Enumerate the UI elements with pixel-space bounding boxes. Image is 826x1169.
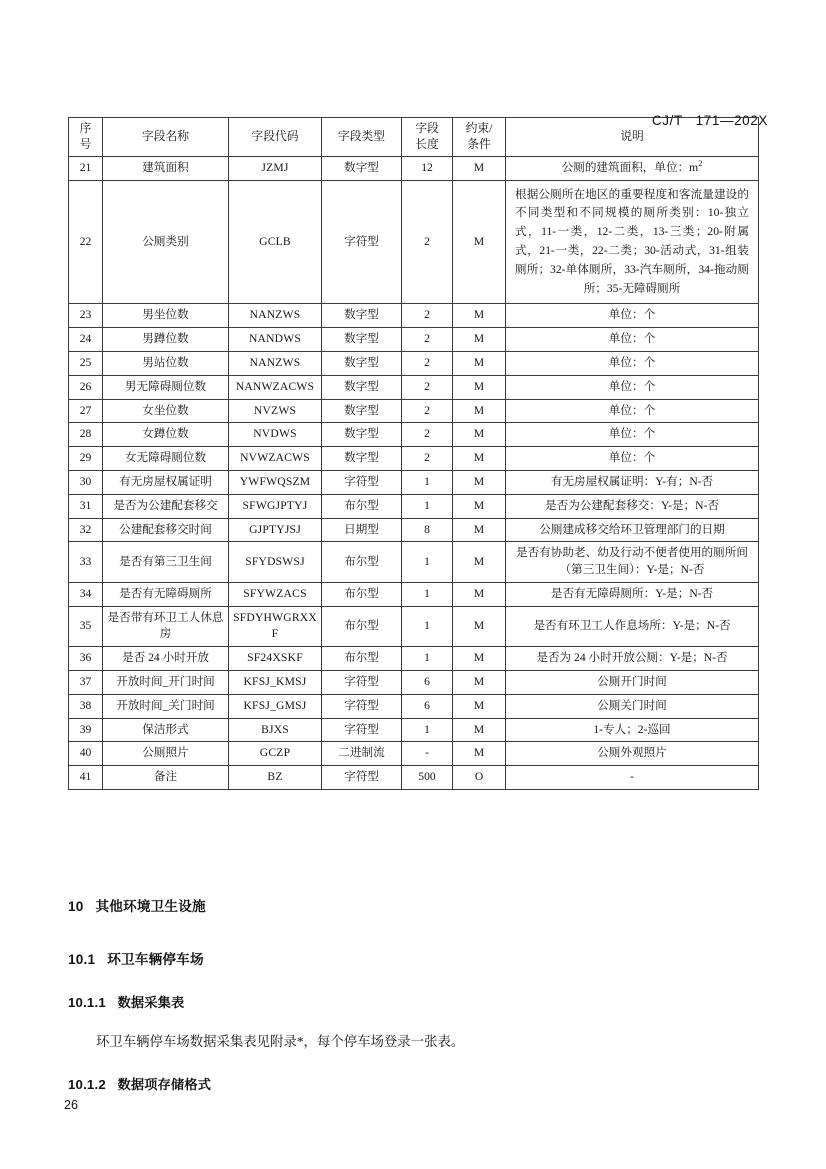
cell-field-name: 公厕类别 <box>103 180 229 304</box>
cell-field-type: 字符型 <box>322 766 402 790</box>
cell-description: - <box>506 766 759 790</box>
table-row <box>69 766 759 790</box>
cell-field-type: 字符型 <box>322 470 402 494</box>
cell-field-code: GCZP <box>229 742 322 766</box>
cell-constraint: M <box>453 606 506 647</box>
table-row <box>69 494 759 518</box>
cell-field-name: 女蹲位数 <box>103 423 229 447</box>
cell-field-length: 2 <box>402 447 453 471</box>
cell-seq: 23 <box>69 304 103 328</box>
cell-seq: 37 <box>69 671 103 695</box>
table-row <box>69 304 759 328</box>
cell-seq: 40 <box>69 742 103 766</box>
cell-field-length: 8 <box>402 518 453 542</box>
cell-seq: 32 <box>69 518 103 542</box>
cell-field-length: 2 <box>402 180 453 304</box>
table-row <box>69 470 759 494</box>
cell-seq: 28 <box>69 423 103 447</box>
cell-seq: 30 <box>69 470 103 494</box>
table-row <box>69 542 759 583</box>
cell-seq: 26 <box>69 375 103 399</box>
cell-constraint: M <box>453 671 506 695</box>
cell-seq: 29 <box>69 447 103 471</box>
cell-description: 是否为公建配套移交：Y-是；N-否 <box>506 494 759 518</box>
column-header-field-type: 字段类型 <box>322 118 402 157</box>
cell-field-length: 6 <box>402 671 453 695</box>
cell-field-name: 男蹲位数 <box>103 328 229 352</box>
cell-constraint: M <box>453 518 506 542</box>
table-row <box>69 351 759 375</box>
cell-description: 是否有环卫工人作息场所：Y-是；N-否 <box>506 606 759 647</box>
cell-seq: 33 <box>69 542 103 583</box>
cell-field-name: 是否带有环卫工人休息房 <box>103 606 229 647</box>
cell-seq: 31 <box>69 494 103 518</box>
cell-field-name: 男站位数 <box>103 351 229 375</box>
cell-description: 是否有无障碍厕所：Y-是；N-否 <box>506 582 759 606</box>
cell-seq: 34 <box>69 582 103 606</box>
cell-field-length: 1 <box>402 470 453 494</box>
superscript-unit-exponent: 2 <box>698 158 703 168</box>
cell-seq: 41 <box>69 766 103 790</box>
table-row <box>69 328 759 352</box>
data-item-storage-table <box>68 117 759 790</box>
cell-seq: 25 <box>69 351 103 375</box>
cell-description: 单位：个 <box>506 328 759 352</box>
table-row <box>69 694 759 718</box>
cell-field-type: 布尔型 <box>322 494 402 518</box>
table-row <box>69 582 759 606</box>
cell-field-length: 1 <box>402 647 453 671</box>
cell-seq: 24 <box>69 328 103 352</box>
cell-field-code: SFYDSWSJ <box>229 542 322 583</box>
cell-field-type: 数字型 <box>322 328 402 352</box>
cell-field-length: 2 <box>402 328 453 352</box>
cell-field-type: 布尔型 <box>322 582 402 606</box>
table-row <box>69 399 759 423</box>
standard-reference: CJ/T 171—202X <box>651 113 768 128</box>
cell-constraint: M <box>453 156 506 180</box>
cell-seq: 21 <box>69 156 103 180</box>
cell-field-code: NVWZACWS <box>229 447 322 471</box>
cell-description: 单位：个 <box>506 423 759 447</box>
cell-field-name: 女无障碍厕位数 <box>103 447 229 471</box>
column-header-length-line1: 字段 <box>415 121 439 135</box>
clause-10-1-1-paragraph: 环卫车辆停车场数据采集表见附录*，每个停车场登录一张表。 <box>96 1034 465 1049</box>
table-header-row <box>69 118 759 157</box>
table-row <box>69 671 759 695</box>
table-row <box>69 375 759 399</box>
cell-seq: 39 <box>69 718 103 742</box>
cell-seq: 27 <box>69 399 103 423</box>
cell-description: 公厕建成移交给环卫管理部门的日期 <box>506 518 759 542</box>
cell-field-code: BZ <box>229 766 322 790</box>
cell-constraint: M <box>453 304 506 328</box>
cell-field-type: 字符型 <box>322 694 402 718</box>
clause-10-1-1-heading: 10.1.1 数据采集表 <box>68 995 185 1010</box>
cell-field-type: 字符型 <box>322 180 402 304</box>
cell-field-type: 字符型 <box>322 671 402 695</box>
cell-seq: 38 <box>69 694 103 718</box>
cell-field-code: SFYWZACS <box>229 582 322 606</box>
cell-field-name: 开放时间_关门时间 <box>103 694 229 718</box>
cell-field-code: KFSJ_KMSJ <box>229 671 322 695</box>
clause-10-1-heading: 10.1 环卫车辆停车场 <box>68 952 204 967</box>
cell-field-code: KFSJ_GMSJ <box>229 694 322 718</box>
clause-10-1-2-heading: 10.1.2 数据项存储格式 <box>68 1077 212 1093</box>
cell-field-length: 12 <box>402 156 453 180</box>
column-header-description: 说明 <box>506 118 759 157</box>
table-row <box>69 742 759 766</box>
cell-field-name: 开放时间_开门时间 <box>103 671 229 695</box>
cell-field-length: 2 <box>402 399 453 423</box>
cell-constraint: O <box>453 766 506 790</box>
table-row <box>69 447 759 471</box>
cell-field-length: 1 <box>402 494 453 518</box>
column-header-seq-line1: 序 <box>79 121 92 135</box>
body-sections <box>68 895 768 1113</box>
cell-field-name: 是否有无障碍厕所 <box>103 582 229 606</box>
cell-constraint: M <box>453 399 506 423</box>
cell-field-length: 1 <box>402 718 453 742</box>
cell-field-name: 备注 <box>103 766 229 790</box>
cell-constraint: M <box>453 542 506 583</box>
cell-description: 单位：个 <box>506 351 759 375</box>
cell-constraint: M <box>453 647 506 671</box>
cell-field-length: 1 <box>402 582 453 606</box>
column-header-seq-line2: 号 <box>79 136 92 151</box>
column-header-field-name: 字段名称 <box>103 118 229 157</box>
cell-description: 单位：个 <box>506 447 759 471</box>
cell-constraint: M <box>453 718 506 742</box>
cell-field-code: NANZWS <box>229 351 322 375</box>
cell-field-name: 男无障碍厕位数 <box>103 375 229 399</box>
cell-description: 是否有协助老、幼及行动不便者使用的厕所间（第三卫生间）：Y-是；N-否 <box>506 542 759 583</box>
cell-field-name: 是否 24 小时开放 <box>103 647 229 671</box>
cell-field-length: 2 <box>402 375 453 399</box>
cell-field-length: 500 <box>402 766 453 790</box>
cell-field-type: 数字型 <box>322 399 402 423</box>
cell-description: 公厕关门时间 <box>506 694 759 718</box>
cell-constraint: M <box>453 582 506 606</box>
cell-description: 根据公厕所在地区的重要程度和客流量建设的不同类型和不同规模的厕所类别：10-独立式，11-一类，12-二类，13-三类；20-附属式，21-一类，22-二类；30-活动式，31-组装厕所；32-单体厕所，33-汽车厕所，34-拖动厕所；35-无障碍厕所 <box>506 180 759 304</box>
page-number: 26 <box>64 1098 78 1112</box>
cell-constraint: M <box>453 447 506 471</box>
cell-field-name: 建筑面积 <box>103 156 229 180</box>
cell-constraint: M <box>453 494 506 518</box>
cell-field-type: 日期型 <box>322 518 402 542</box>
table-row <box>69 606 759 647</box>
cell-constraint: M <box>453 423 506 447</box>
cell-field-length: 1 <box>402 542 453 583</box>
cell-constraint: M <box>453 470 506 494</box>
cell-field-code: NVZWS <box>229 399 322 423</box>
clause-10-heading: 10 其他环境卫生设施 <box>68 899 206 914</box>
cell-field-type: 数字型 <box>322 156 402 180</box>
cell-field-name: 男坐位数 <box>103 304 229 328</box>
cell-description: 单位：个 <box>506 304 759 328</box>
cell-field-type: 数字型 <box>322 375 402 399</box>
cell-field-name: 保洁形式 <box>103 718 229 742</box>
cell-field-name: 女坐位数 <box>103 399 229 423</box>
cell-field-name: 公厕照片 <box>103 742 229 766</box>
cell-seq: 35 <box>69 606 103 647</box>
cell-field-type: 布尔型 <box>322 542 402 583</box>
column-header-constraint-line1: 约束/ <box>465 121 493 135</box>
cell-description: 1-专人；2-巡回 <box>506 718 759 742</box>
table-row <box>69 180 759 304</box>
cell-description: 单位：个 <box>506 399 759 423</box>
cell-field-code: JZMJ <box>229 156 322 180</box>
column-header-seq <box>69 118 103 157</box>
cell-constraint: M <box>453 694 506 718</box>
cell-field-code: NANZWS <box>229 304 322 328</box>
cell-seq: 22 <box>69 180 103 304</box>
cell-field-length: 2 <box>402 351 453 375</box>
cell-field-type: 字符型 <box>322 718 402 742</box>
cell-field-type: 数字型 <box>322 423 402 447</box>
column-header-length-line2: 长度 <box>415 136 439 151</box>
table-row <box>69 423 759 447</box>
cell-field-code: NVDWS <box>229 423 322 447</box>
cell-field-type: 布尔型 <box>322 606 402 647</box>
cell-field-code: SF24XSKF <box>229 647 322 671</box>
cell-field-code: SFWGJPTYJ <box>229 494 322 518</box>
column-header-constraint <box>453 118 506 157</box>
cell-field-code: YWFWQSZM <box>229 470 322 494</box>
cell-field-length: 2 <box>402 304 453 328</box>
cell-field-length: 1 <box>402 606 453 647</box>
cell-field-type: 数字型 <box>322 447 402 471</box>
cell-field-type: 二进制流 <box>322 742 402 766</box>
data-item-storage-table-container <box>68 117 758 790</box>
cell-field-name: 有无房屋权属证明 <box>103 470 229 494</box>
table-row <box>69 647 759 671</box>
cell-field-length: 6 <box>402 694 453 718</box>
cell-field-name: 公建配套移交时间 <box>103 518 229 542</box>
cell-field-type: 布尔型 <box>322 647 402 671</box>
cell-description: 公厕外观照片 <box>506 742 759 766</box>
table-body <box>69 156 759 789</box>
cell-constraint: M <box>453 351 506 375</box>
cell-field-code: GCLB <box>229 180 322 304</box>
column-header-constraint-line2: 条件 <box>467 136 491 151</box>
cell-constraint: M <box>453 328 506 352</box>
table-row <box>69 156 759 180</box>
cell-field-type: 数字型 <box>322 351 402 375</box>
cell-constraint: M <box>453 742 506 766</box>
cell-field-code: BJXS <box>229 718 322 742</box>
cell-field-name: 是否有第三卫生间 <box>103 542 229 583</box>
cell-field-code: SFDYHWGRXXF <box>229 606 322 647</box>
column-header-field-code: 字段代码 <box>229 118 322 157</box>
table-row <box>69 718 759 742</box>
cell-description: 公厕开门时间 <box>506 671 759 695</box>
cell-seq: 36 <box>69 647 103 671</box>
cell-field-name: 是否为公建配套移交 <box>103 494 229 518</box>
cell-constraint: M <box>453 375 506 399</box>
cell-field-code: GJPTYJSJ <box>229 518 322 542</box>
table-row <box>69 518 759 542</box>
cell-description: 单位：个 <box>506 375 759 399</box>
cell-description: 有无房屋权属证明：Y-有；N-否 <box>506 470 759 494</box>
cell-field-code: NANWZACWS <box>229 375 322 399</box>
cell-field-type: 数字型 <box>322 304 402 328</box>
cell-field-length: - <box>402 742 453 766</box>
cell-constraint: M <box>453 180 506 304</box>
cell-description: 是否为 24 小时开放公厕：Y-是；N-否 <box>506 647 759 671</box>
cell-field-length: 2 <box>402 423 453 447</box>
cell-field-code: NANDWS <box>229 328 322 352</box>
cell-description: 公厕的建筑面积，单位：$m^2$ <box>506 156 759 180</box>
column-header-field-length <box>402 118 453 157</box>
